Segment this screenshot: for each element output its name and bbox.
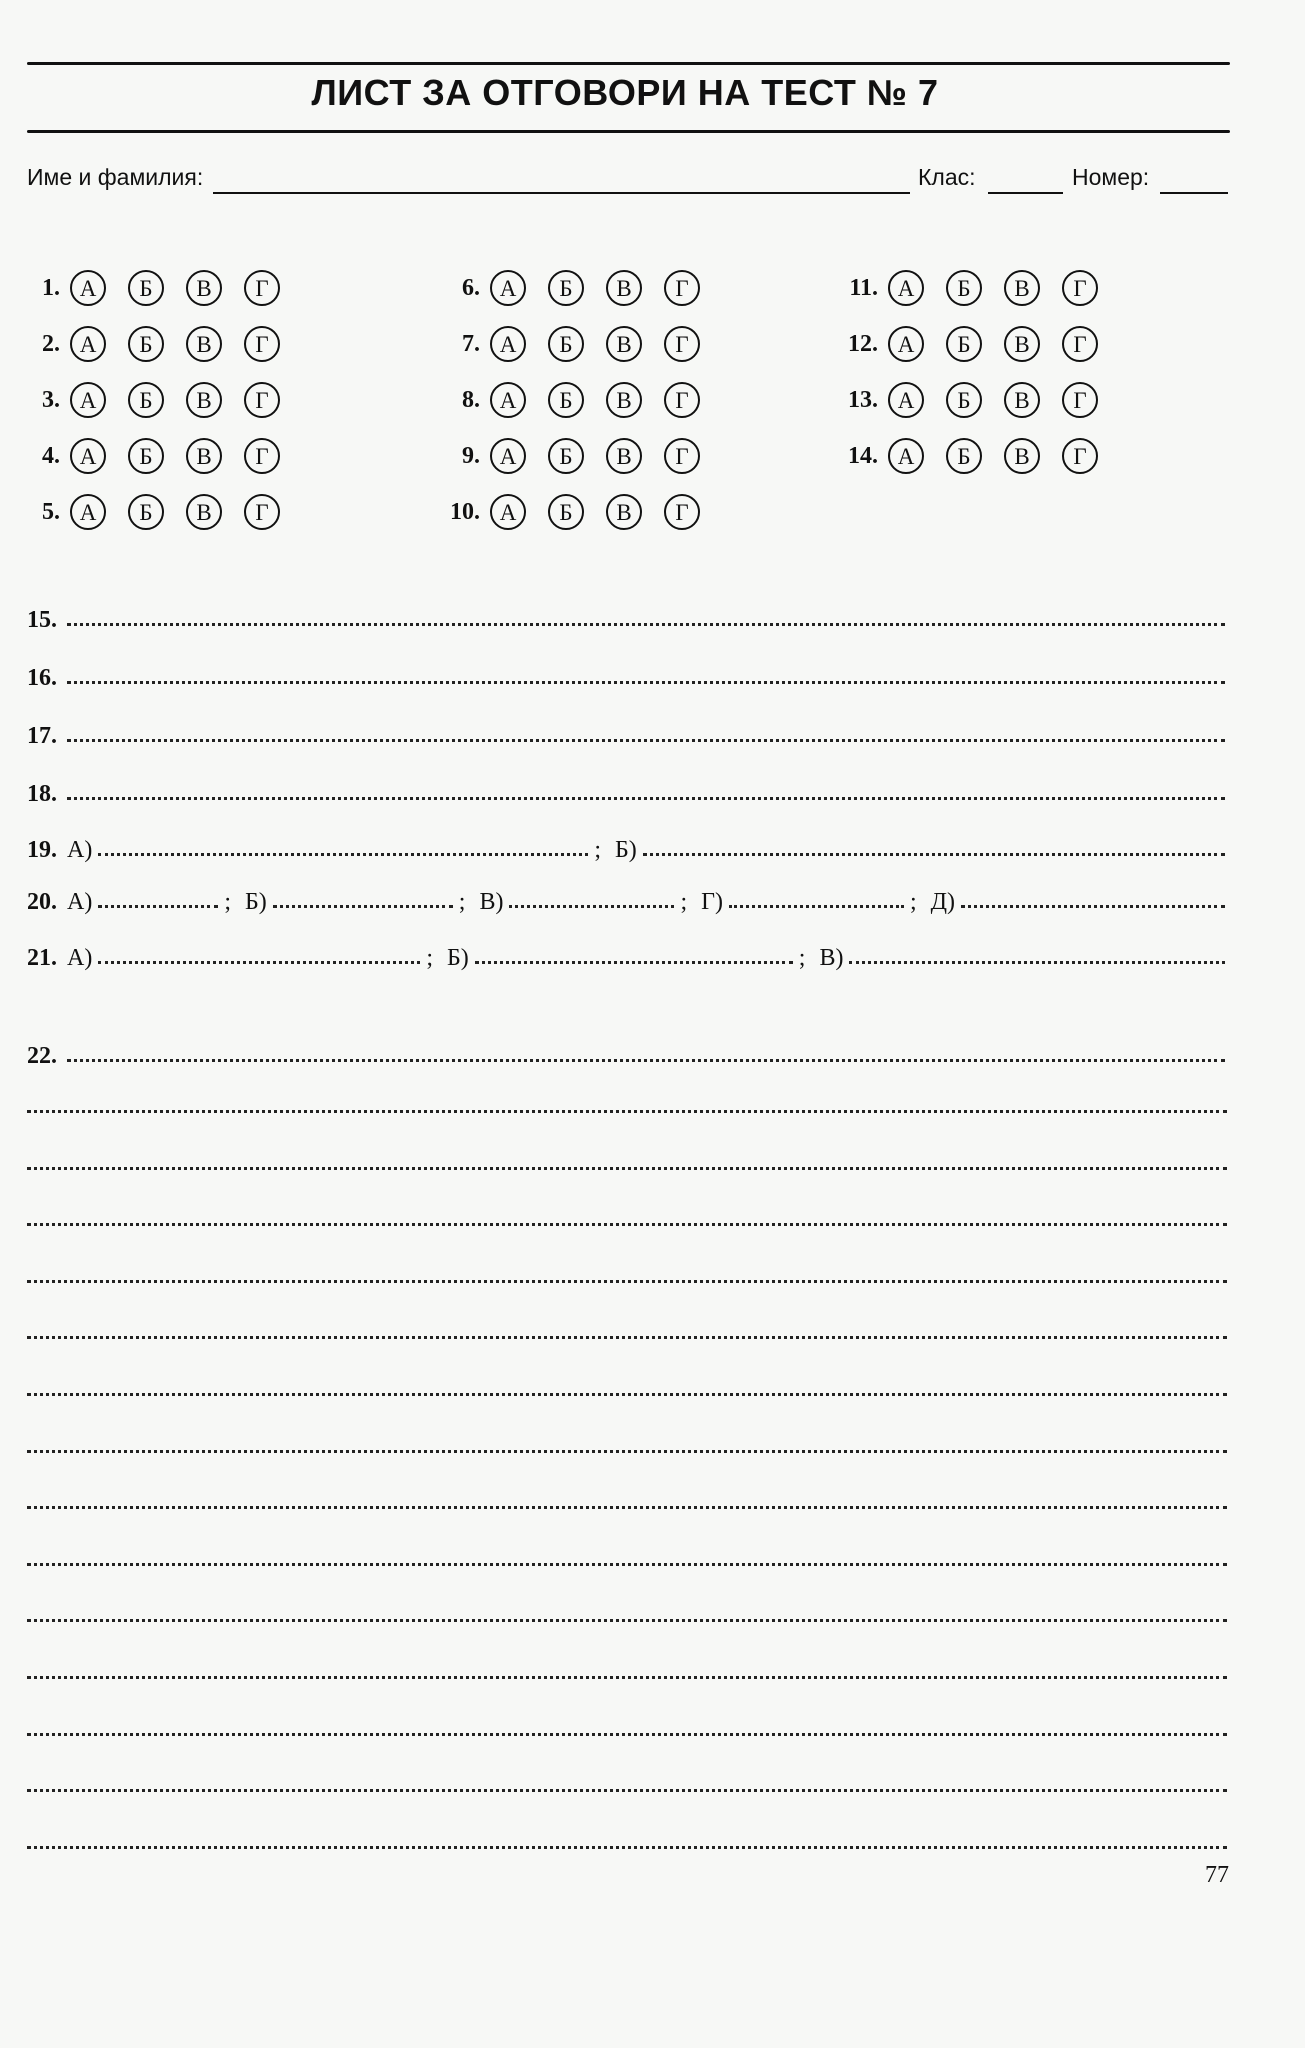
answer-options xyxy=(70,270,280,306)
writing-line[interactable] xyxy=(27,1676,1227,1679)
writing-line[interactable] xyxy=(27,1450,1227,1453)
mc-question-row xyxy=(430,266,700,310)
question-number: 10. xyxy=(450,498,480,525)
answer-bubble[interactable]: В xyxy=(606,494,642,530)
answer-bubble[interactable]: В xyxy=(186,494,222,530)
question-19-row xyxy=(27,830,1225,864)
answer-bubble[interactable]: Б xyxy=(548,438,584,474)
writing-line[interactable] xyxy=(27,1563,1227,1566)
answer-field-c[interactable] xyxy=(849,961,1225,964)
name-field[interactable] xyxy=(213,192,910,194)
answer-field[interactable] xyxy=(67,623,1225,626)
answer-bubble[interactable]: А xyxy=(490,270,526,306)
answer-bubble[interactable]: Б xyxy=(946,326,982,362)
answer-options xyxy=(490,438,700,474)
answer-bubble[interactable]: А xyxy=(888,326,924,362)
separator: ; xyxy=(680,889,688,915)
answer-options xyxy=(490,326,700,362)
answer-bubble[interactable]: Б xyxy=(128,494,164,530)
page-title: ЛИСТ ЗА ОТГОВОРИ НА ТЕСТ № 7 xyxy=(311,72,939,113)
answer-bubble[interactable]: А xyxy=(70,438,106,474)
part-e-label: Д) xyxy=(930,889,956,915)
question-15-row xyxy=(27,600,1225,634)
answer-options xyxy=(70,382,280,418)
answer-options xyxy=(888,382,1098,418)
answer-field-b[interactable] xyxy=(643,853,1225,856)
answer-bubble[interactable]: Б xyxy=(128,270,164,306)
class-label: Клас: xyxy=(918,164,976,190)
answer-bubble[interactable]: В xyxy=(1004,326,1040,362)
part-d-label: Г) xyxy=(701,889,723,915)
answer-bubble[interactable]: Г xyxy=(664,438,700,474)
question-number: 6. xyxy=(462,274,480,301)
answer-bubble[interactable]: А xyxy=(490,494,526,530)
answer-bubble[interactable]: Б xyxy=(946,438,982,474)
answer-field[interactable] xyxy=(67,681,1225,684)
answer-field[interactable] xyxy=(67,797,1225,800)
mc-question-row xyxy=(828,434,1098,478)
answer-bubble[interactable]: Б xyxy=(548,326,584,362)
mc-question-row xyxy=(828,322,1098,366)
answer-options xyxy=(490,270,700,306)
answer-options xyxy=(888,438,1098,474)
answer-field-b[interactable] xyxy=(273,905,453,908)
answer-bubble[interactable]: В xyxy=(606,326,642,362)
answer-bubble[interactable]: А xyxy=(70,270,106,306)
answer-field-e[interactable] xyxy=(961,905,1225,908)
answer-bubble[interactable]: Г xyxy=(244,438,280,474)
mc-question-row xyxy=(20,266,280,310)
part-c-label: В) xyxy=(819,945,844,971)
answer-bubble[interactable]: Б xyxy=(946,382,982,418)
question-number: 21. xyxy=(27,945,57,971)
answer-bubble[interactable]: Г xyxy=(244,382,280,418)
answer-bubble[interactable]: А xyxy=(888,270,924,306)
number-field[interactable] xyxy=(1160,192,1228,194)
answer-bubble[interactable]: Г xyxy=(1062,326,1098,362)
separator: ; xyxy=(594,837,601,863)
answer-bubble[interactable]: В xyxy=(186,326,222,362)
writing-line[interactable] xyxy=(27,1506,1227,1509)
writing-line[interactable] xyxy=(27,1223,1227,1226)
separator: ; xyxy=(426,945,433,971)
mc-question-row xyxy=(430,378,700,422)
writing-line[interactable] xyxy=(27,1167,1227,1170)
answer-bubble[interactable]: А xyxy=(70,326,106,362)
mc-question-row xyxy=(828,378,1098,422)
question-number: 13. xyxy=(848,386,878,413)
answer-bubble[interactable]: Г xyxy=(244,494,280,530)
answer-options xyxy=(888,326,1098,362)
answer-bubble[interactable]: Г xyxy=(244,326,280,362)
separator: ; xyxy=(798,945,806,971)
answer-bubble[interactable]: В xyxy=(606,438,642,474)
part-a-label: А) xyxy=(67,837,93,863)
part-a-label: А) xyxy=(67,945,93,971)
answer-bubble[interactable]: В xyxy=(186,270,222,306)
name-label: Име и фамилия: xyxy=(27,164,204,190)
question-20-row xyxy=(27,882,1225,916)
mc-question-row xyxy=(20,490,280,534)
answer-bubble[interactable]: Г xyxy=(1062,382,1098,418)
mc-question-row xyxy=(20,434,280,478)
answer-bubble[interactable]: В xyxy=(1004,438,1040,474)
question-number: 7. xyxy=(462,330,480,357)
question-number: 12. xyxy=(848,330,878,357)
answer-bubble[interactable]: А xyxy=(490,382,526,418)
answer-options xyxy=(70,326,280,362)
question-number: 2. xyxy=(42,330,60,357)
question-number: 1. xyxy=(42,274,60,301)
question-number: 17. xyxy=(27,723,57,749)
answer-field-a[interactable] xyxy=(98,905,218,908)
separator: ; xyxy=(224,889,231,915)
answer-field-a[interactable] xyxy=(98,853,588,856)
answer-bubble[interactable]: В xyxy=(606,382,642,418)
question-number: 3. xyxy=(42,386,60,413)
mc-question-row xyxy=(430,434,700,478)
part-a-label: А) xyxy=(67,889,93,915)
mc-question-row xyxy=(20,322,280,366)
question-number: 5. xyxy=(42,498,60,525)
class-field[interactable] xyxy=(988,192,1063,194)
answer-options xyxy=(490,382,700,418)
writing-line[interactable] xyxy=(27,1336,1227,1339)
mc-question-row xyxy=(828,266,1098,310)
answer-bubble[interactable]: Г xyxy=(664,270,700,306)
mc-question-row xyxy=(430,490,700,534)
question-number: 9. xyxy=(462,442,480,469)
answer-field-c[interactable] xyxy=(509,905,674,908)
answer-bubble[interactable]: Б xyxy=(128,326,164,362)
writing-line[interactable] xyxy=(27,1789,1227,1792)
mc-question-row xyxy=(430,322,700,366)
answer-bubble[interactable]: Г xyxy=(244,270,280,306)
answer-bubble[interactable]: А xyxy=(490,438,526,474)
answer-options xyxy=(70,438,280,474)
question-17-row xyxy=(27,716,1225,750)
answer-bubble[interactable]: Б xyxy=(128,382,164,418)
number-label: Номер: xyxy=(1072,164,1150,190)
question-number: 18. xyxy=(27,781,57,807)
answer-bubble[interactable]: Б xyxy=(548,270,584,306)
part-b-label: Б) xyxy=(615,837,637,863)
answer-options xyxy=(888,270,1098,306)
part-b-label: Б) xyxy=(245,889,267,915)
part-c-label: В) xyxy=(479,889,504,915)
answer-field-b[interactable] xyxy=(475,961,793,964)
question-number: 11. xyxy=(849,274,878,301)
writing-line[interactable] xyxy=(27,1393,1227,1396)
answer-field-d[interactable] xyxy=(729,905,904,908)
writing-line[interactable] xyxy=(27,1733,1227,1736)
writing-line[interactable] xyxy=(27,1846,1227,1849)
answer-bubble[interactable]: В xyxy=(1004,382,1040,418)
separator: ; xyxy=(458,889,466,915)
title-underline-rule xyxy=(27,130,1230,133)
question-number: 20. xyxy=(27,889,57,915)
answer-bubble[interactable]: Б xyxy=(946,270,982,306)
writing-line[interactable] xyxy=(27,1110,1227,1113)
part-b-label: Б) xyxy=(447,945,469,971)
answer-bubble[interactable]: А xyxy=(70,494,106,530)
answer-field[interactable] xyxy=(67,739,1225,742)
question-number: 19. xyxy=(27,837,57,863)
separator: ; xyxy=(910,889,917,915)
answer-bubble[interactable]: А xyxy=(70,382,106,418)
question-18-row xyxy=(27,774,1225,808)
answer-bubble[interactable]: Б xyxy=(128,438,164,474)
writing-line[interactable] xyxy=(27,1619,1227,1622)
question-number: 14. xyxy=(848,442,878,469)
answer-bubble[interactable]: Г xyxy=(664,382,700,418)
answer-bubble[interactable]: Г xyxy=(1062,270,1098,306)
answer-bubble[interactable]: Б xyxy=(548,494,584,530)
answer-bubble[interactable]: Г xyxy=(1062,438,1098,474)
answer-options xyxy=(490,494,700,530)
question-16-row xyxy=(27,658,1225,692)
answer-bubble[interactable]: Г xyxy=(664,326,700,362)
page-number: 77 xyxy=(1205,1862,1229,1888)
answer-bubble[interactable]: А xyxy=(490,326,526,362)
answer-bubble[interactable]: А xyxy=(888,438,924,474)
answer-field-a[interactable] xyxy=(98,961,420,964)
answer-options xyxy=(70,494,280,530)
question-number: 8. xyxy=(462,386,480,413)
answer-bubble[interactable]: В xyxy=(606,270,642,306)
top-rule xyxy=(27,62,1230,65)
answer-bubble[interactable]: В xyxy=(1004,270,1040,306)
question-22-row xyxy=(27,1036,1225,1070)
answer-bubble[interactable]: А xyxy=(888,382,924,418)
question-number: 16. xyxy=(27,665,57,691)
mc-question-row xyxy=(20,378,280,422)
answer-bubble[interactable]: В xyxy=(186,382,222,418)
question-number: 22. xyxy=(27,1043,57,1069)
writing-line[interactable] xyxy=(27,1280,1227,1283)
answer-bubble[interactable]: Г xyxy=(664,494,700,530)
question-number: 15. xyxy=(27,607,57,633)
answer-bubble[interactable]: В xyxy=(186,438,222,474)
question-21-row xyxy=(27,938,1225,972)
answer-bubble[interactable]: Б xyxy=(548,382,584,418)
question-number: 4. xyxy=(42,442,60,469)
answer-field[interactable] xyxy=(67,1059,1225,1062)
